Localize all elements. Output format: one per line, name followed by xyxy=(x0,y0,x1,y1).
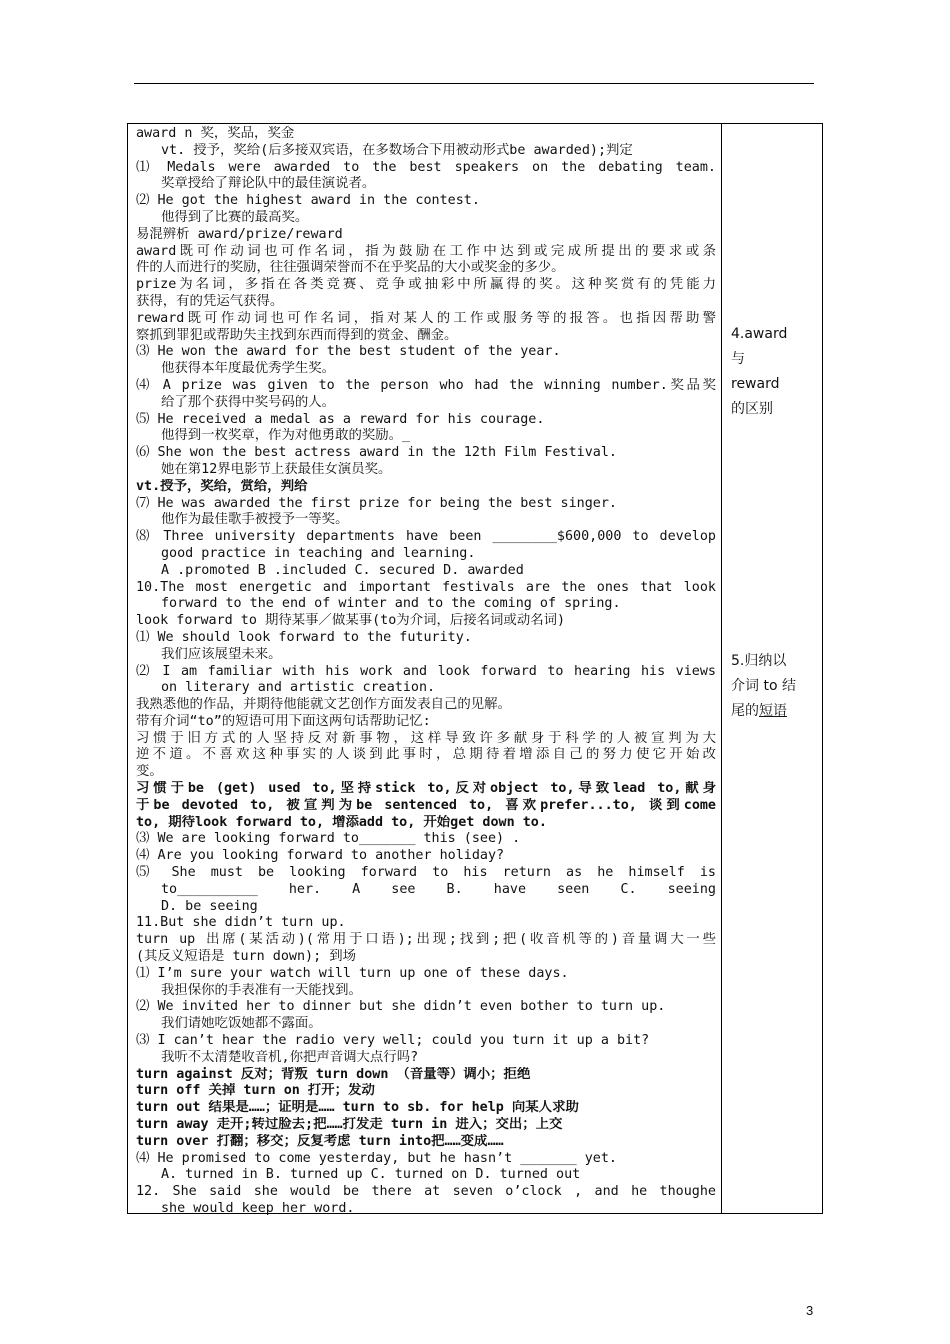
text-line: vt. 授予，奖给(后多接双宾语，在多数场合下用被动形式be awarded);判定 xyxy=(161,142,633,158)
text-line: ⑺ He was awarded the first prize for being the best singer. xyxy=(136,495,617,511)
text-line: D. be seeing xyxy=(161,898,258,914)
text-line: ⑴ Medals were awarded to the best speakers on the debating team. xyxy=(136,159,716,175)
text-line: 她在第12界电影节上获最佳女演员奖。 xyxy=(161,461,392,477)
text-line: 我们应该展望未来。 xyxy=(161,646,282,662)
side-note-4-line: 的区别 xyxy=(731,401,773,417)
page-number: 3 xyxy=(806,1303,814,1318)
text-line: ⑶ We are looking forward to_______ this (see) . xyxy=(136,831,521,847)
text-line: 获得，有的凭运气获得。 xyxy=(136,293,284,309)
text-line: vt.授予，奖给，赏给，判给 xyxy=(136,478,308,494)
side-note-4 xyxy=(731,322,811,422)
text-line: ⑷ Are you looking forward to another holiday? xyxy=(136,848,505,864)
text-line: 他获得本年度最优秀学生奖。 xyxy=(161,361,336,377)
text-line: 10.The most energetic and important festivals are the ones that look xyxy=(136,579,716,595)
side-note-4-line: 与 xyxy=(731,351,745,367)
text-line: 我担保你的手表准有一天能找到。 xyxy=(161,982,362,998)
text-line: ⑶ He won the award for the best student of the year. xyxy=(136,344,561,360)
side-note-4-line: 4.award xyxy=(731,326,788,342)
text-line: on literary and artistic creation. xyxy=(161,680,436,696)
text-line: ⑶ I can’t hear the radio very well; could you turn it up a bit? xyxy=(136,1033,650,1049)
text-line: 察抓到罪犯或帮助失主找到东西而得到的赏金、酬金。 xyxy=(136,327,458,343)
column-divider xyxy=(721,123,722,1214)
text-line: A. turned in B. turned up C. turned on D. turned out xyxy=(161,1167,581,1183)
text-line: ⑵ We invited her to dinner but she didn’t even bother to turn up. xyxy=(136,999,666,1015)
text-line: reward既可作动词也可作名词，指对某人的工作或服务等的报答。也指因帮助警 xyxy=(136,310,716,326)
text-line: 他作为最佳歌手被授予一等奖。 xyxy=(161,512,349,528)
text-line: 件的人而进行的奖励，往往强调荣誉而不在乎奖品的大小或奖金的多少。 xyxy=(136,260,565,276)
text-line: ⑷ A prize was given to the person who had the winning number.奖品奖 xyxy=(136,377,716,393)
side-note-5-underlined: 短语 xyxy=(759,703,787,719)
text-line: 12. She said she would be there at seven o’clock , and he thoughe xyxy=(136,1184,716,1200)
header-rule xyxy=(134,83,814,84)
text-line: look forward to 期待某事／做某事(to为介词，后接名词或动名词) xyxy=(136,613,566,629)
text-line: to__________ her. A see B. have seen C. seeing xyxy=(161,881,716,897)
side-note-5 xyxy=(731,649,811,724)
text-line: 我熟悉他的作品，并期待他能就文艺创作方面发表自己的见解。 xyxy=(136,697,511,713)
text-line: turn off 关掉 turn on 打开；发动 xyxy=(136,1083,375,1099)
side-note-5-line: 介词 to 结 xyxy=(731,678,796,694)
text-line: A .promoted B .included C. secured D. awarded xyxy=(161,562,524,578)
text-line: 变。 xyxy=(136,764,163,780)
text-line: 他得到一枚奖章，作为对他勇敢的奖励。_ xyxy=(161,428,411,444)
text-line: 习惯于be (get) used to,坚持stick to,反对object to,导致lead to,献身 xyxy=(136,781,716,797)
text-line: 奖章授给了辩论队中的最佳演说者。 xyxy=(161,176,376,192)
text-line: prize为名词，多指在各类竞赛、竞争或抽彩中所赢得的奖。这种奖赏有的凭能力 xyxy=(136,277,716,293)
text-line: turn against 反对；背叛 turn down （音量等）调小；拒绝 xyxy=(136,1066,531,1082)
text-line: 于be devoted to, 被宣判为be sentenced to, 喜欢prefer...to, 谈到come xyxy=(136,797,716,813)
text-line: ⑵ He got the highest award in the contest. xyxy=(136,193,480,209)
text-line: ⑴ I’m sure your watch will turn up one of these days. xyxy=(136,965,569,981)
text-line: 11.But she didn’t turn up. xyxy=(136,915,346,931)
text-line: ⑸ She must be looking forward to his return as he himself is xyxy=(136,865,716,881)
side-note-4-line: reward xyxy=(731,376,780,392)
side-note-5-text: 尾的 xyxy=(731,703,759,719)
text-line: 带有介词“to”的短语可用下面这两句话帮助记忆: xyxy=(136,713,431,729)
text-line: (其反义短语是 turn down); 到场 xyxy=(136,949,356,965)
text-line: award n 奖，奖品，奖金 xyxy=(136,126,295,141)
text-line: she would keep her word. xyxy=(161,1201,355,1216)
text-line: award既可作动词也可作名词，指为鼓励在工作中达到或完成所提出的要求或条 xyxy=(136,243,716,259)
text-line: 我听不太清楚收音机,你把声音调大点行吗? xyxy=(161,1049,419,1065)
text-line: turn over 打翻；移交；反复考虑 turn into把……变成…… xyxy=(136,1133,504,1149)
text-line: ⑻ Three university departments have been ________$600,000 to develop xyxy=(136,529,716,545)
text-line: 他得到了比赛的最高奖。 xyxy=(161,209,309,225)
text-line: ⑸ He received a medal as a reward for his courage. xyxy=(136,411,545,427)
text-line: turn up 出席(某活动)(常用于口语);出现;找到;把(收音机等的)音量调大一些 xyxy=(136,932,716,948)
text-line: 习惯于旧方式的人坚持反对新事物，这样导致许多献身于科学的人被宣判为大 xyxy=(136,730,716,746)
text-line: forward to the end of winter and to the coming of spring. xyxy=(161,596,621,612)
text-line: 我们请她吃饭她都不露面。 xyxy=(161,1016,322,1032)
main-column xyxy=(136,126,716,1218)
text-line: 易混辨析 award/prize/reward xyxy=(136,226,343,242)
text-line: ⑹ She won the best actress award in the 12th Film Festival. xyxy=(136,445,617,461)
text-line: 逆不道。不喜欢这种事实的人谈到此事时，总期待着增添自己的努力使它开始改 xyxy=(136,747,716,763)
text-line: ⑷ He promised to come yesterday, but he hasn’t _______ yet. xyxy=(136,1150,617,1166)
text-line: turn out 结果是……；证明是…… turn to sb. for help 向某人求助 xyxy=(136,1100,579,1116)
text-line: 给了那个获得中奖号码的人。 xyxy=(161,394,336,410)
text-line: ⑴ We should look forward to the futurity. xyxy=(136,629,472,645)
side-note-5-line xyxy=(731,699,811,724)
text-line: good practice in teaching and learning. xyxy=(161,545,476,561)
text-line: ⑵ I am familiar with his work and look forward to hearing his views xyxy=(136,663,716,679)
text-line: turn away 走开;转过脸去;把……打发走 turn in 进入；交出；上交 xyxy=(136,1117,563,1133)
side-note-5-line: 5.归纳以 xyxy=(731,653,787,669)
text-line: to, 期待look forward to, 增添add to, 开始get down to. xyxy=(136,814,547,830)
